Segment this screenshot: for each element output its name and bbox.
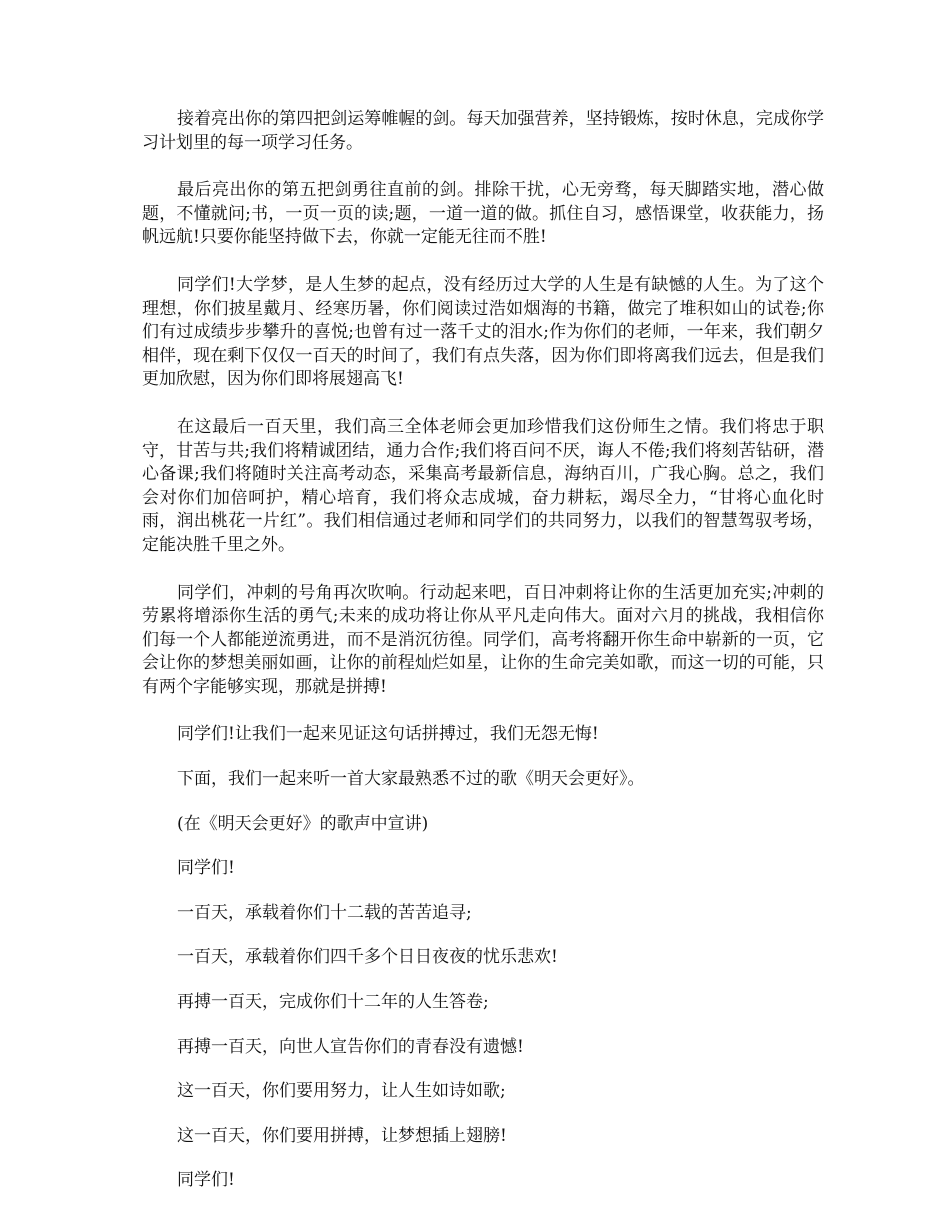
paragraph-14: 这一百天，你们要用努力，让人生如诗如歌; [177, 1081, 506, 1102]
paragraph-2: 最后亮出你的第五把剑勇往直前的剑。排除干扰，心无旁骛，每天脚踏实地，潜心做题，不懂就问;书，一页一页的读;题，一道一道的做。抓住自习，感悟课堂，收获能力，扬帆远航!只要你能坚持做下去，你就一定能无往而不胜! [142, 180, 824, 248]
paragraph-3: 同学们!大学梦，是人生梦的起点，没有经历过大学的人生是有缺憾的人生。为了这个理想，你们披星戴月、经寒历暑，你们阅读过浩如烟海的书籍，做完了堆积如山的试卷;你们有过成绩步步攀升的喜悦;也曾有过一落千丈的泪水;作为你们的老师，一年来，我们朝夕相伴，现在剩下仅仅一百天的时间了，我们有点失落，因为你们即将离我们远去，但是我们更加欣慰，因为你们即将展翅高飞! [142, 274, 824, 390]
paragraph-7: 下面，我们一起来听一首大家最熟悉不过的歌《明天会更好》。 [177, 769, 645, 790]
paragraph-5: 同学们，冲刺的号角再次吹响。行动起来吧，百日冲刺将让你的生活更加充实;冲刺的劳累将增添你生活的勇气;未来的成功将让你从平凡走向伟大。面对六月的挑战，我相信你们每一个人都能逆流勇进，而不是消沉彷徨。同学们，高考将翻开你生命中崭新的一页，它会让你的梦想美丽如画，让你的前程灿烂如星，让你的生命完美如歌，而这一切的可能，只有两个字能够实现，那就是拼搏! [142, 582, 824, 697]
paragraph-4: 在这最后一百天里，我们高三全体老师会更加珍惜我们这份师生之情。我们将忠于职守，甘苦与共;我们将精诚团结，通力合作;我们将百问不厌，诲人不倦;我们将刻苦钻研，潜心备课;我们将随时关注高考动态，采集高考最新信息，海纳百川，广我心胸。总之，我们会对你们加倍呵护，精心培育，我们将众志成城，奋力耕耘，竭尽全力，“甘将心血化时雨，润出桃花一片红”。我们相信通过老师和同学们的共同努力，以我们的智慧驾驭考场，定能决胜千里之外。 [142, 416, 824, 555]
paragraph-16: 同学们! [177, 1170, 235, 1191]
paragraph-15: 这一百天，你们要用拼搏，让梦想插上翅膀! [177, 1125, 507, 1146]
paragraph-8: (在《明天会更好》的歌声中宣讲) [177, 813, 429, 834]
document-body [142, 108, 824, 1214]
paragraph-6: 同学们!让我们一起来见证这句话拼搏过，我们无怨无悔! [177, 724, 599, 745]
paragraph-13: 再搏一百天，向世人宣告你们的青春没有遗憾! [177, 1036, 524, 1057]
paragraph-11: 一百天，承载着你们四千多个日日夜夜的忧乐悲欢! [177, 947, 558, 968]
paragraph-12: 再搏一百天，完成你们十二年的人生答卷; [177, 992, 489, 1013]
paragraph-1: 接着亮出你的第四把剑运筹帷幄的剑。每天加强营养，坚持锻炼，按时休息，完成你学习计划里的每一项学习任务。 [142, 109, 824, 153]
paragraph-10: 一百天，承载着你们十二载的苦苦追寻; [177, 902, 472, 923]
paragraph-9: 同学们! [177, 858, 235, 879]
